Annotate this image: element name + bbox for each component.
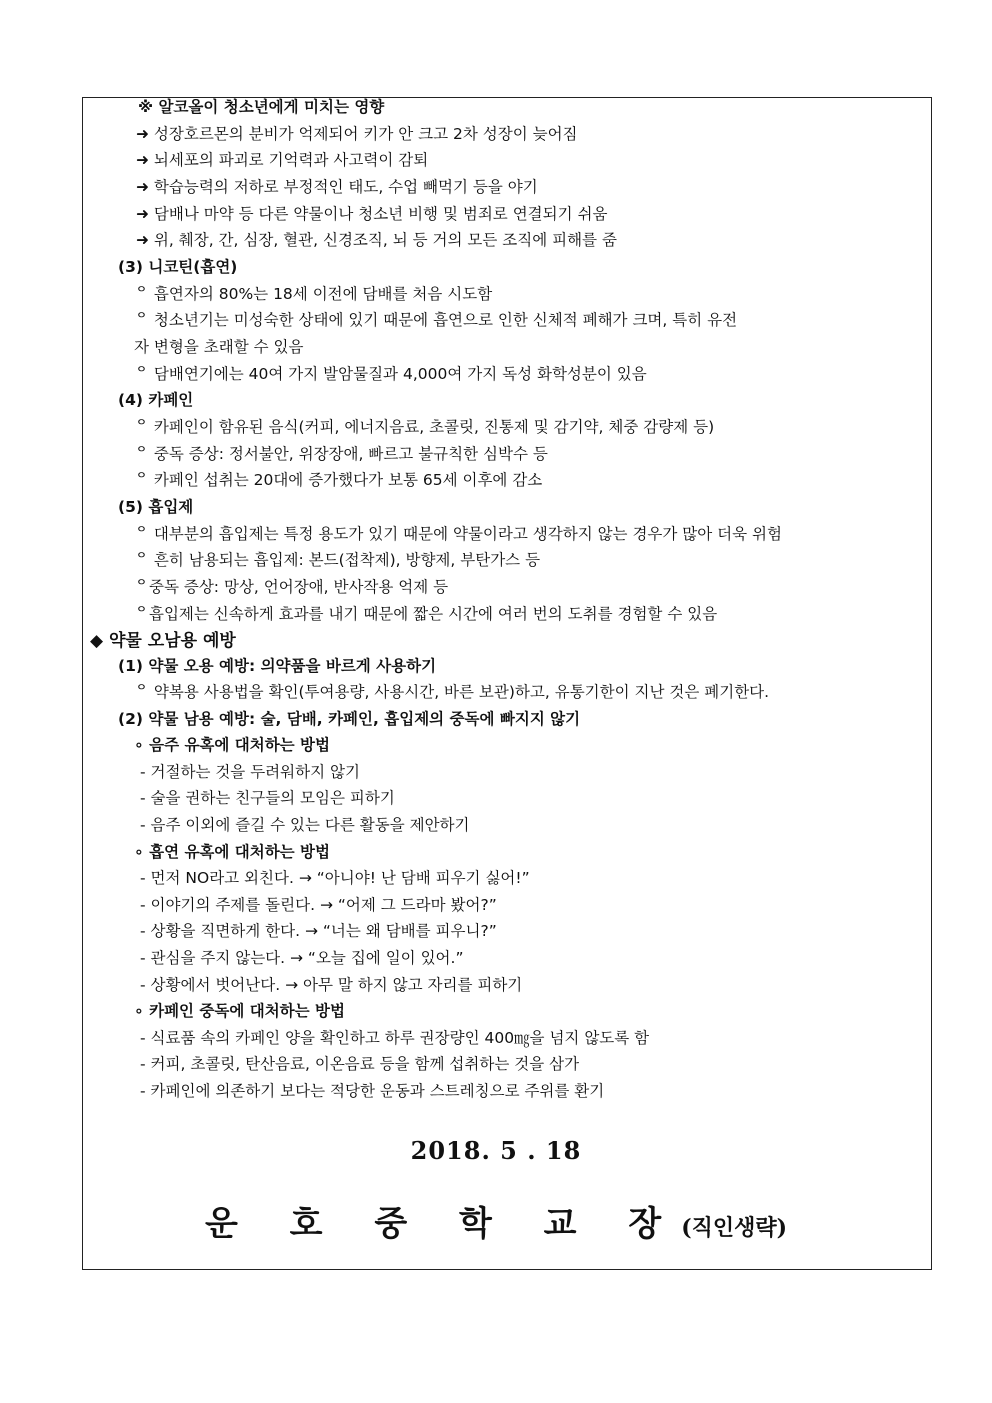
drinking-coping-item: - 거절하는 것을 두려워하지 않기 (140, 763, 360, 781)
signature-line (0, 1196, 992, 1245)
prevention-heading: ◆ 약물 오남용 예방 (90, 631, 236, 651)
smoking-coping-item: - 상황을 직면하게 한다. → “너는 왜 담배를 피우니?” (140, 922, 497, 940)
alcohol-item: ➜ 성장호르몬의 분비가 억제되어 키가 안 크고 2차 성장이 늦어짐 (136, 125, 578, 143)
alcohol-item: ➜ 위, 췌장, 간, 심장, 혈관, 신경조직, 뇌 등 거의 모든 조직에 피해를 줌 (136, 231, 617, 249)
inhalant-item: ᄋ 흔히 남용되는 흡입제: 본드(접착제), 방향제, 부탄가스 등 (134, 551, 541, 569)
smoking-coping-item: - 먼저 NO라고 외친다. → “아니야! 난 담배 피우기 싫어!” (140, 869, 530, 887)
document-date: 2018. 5 . 18 (410, 1136, 582, 1165)
inhalant-heading: (5) 흡입제 (118, 498, 194, 516)
nicotine-item-continued: 자 변형을 초래할 수 있음 (134, 338, 304, 356)
alcohol-heading: ※ 알코올이 청소년에게 미치는 영향 (138, 98, 385, 116)
smoking-coping-item: - 이야기의 주제를 돌린다. → “어제 그 드라마 봤어?” (140, 896, 497, 914)
caffeine-item: ᄋ 카페인 섭취는 20대에 증가했다가 보통 65세 이후에 감소 (134, 471, 543, 489)
caffeine-heading: (4) 카페인 (118, 391, 194, 409)
seal-omitted-note: (직인생략) (681, 1215, 788, 1241)
drinking-coping-item: - 술을 권하는 친구들의 모임은 피하기 (140, 789, 395, 807)
misuse-prevention-heading: (1) 약물 오용 예방: 의약품을 바르게 사용하기 (118, 657, 437, 675)
caffeine-item: ᄋ 카페인이 함유된 음식(커피, 에너지음료, 초콜릿, 진통제 및 감기약, 체중 감량제 등) (134, 418, 715, 436)
caffeine-coping-item: - 커피, 초콜릿, 탄산음료, 이온음료 등을 함께 섭취하는 것을 삼가 (140, 1055, 580, 1073)
alcohol-item: ➜ 뇌세포의 파괴로 기억력과 사고력이 감퇴 (136, 151, 429, 169)
caffeine-item: ᄋ 중독 증상: 정서불안, 위장장애, 빠르고 불규칙한 심박수 등 (134, 445, 548, 463)
inhalant-item: ᄋ중독 증상: 망상, 언어장애, 반사작용 억제 등 (134, 578, 449, 596)
smoking-coping-item: - 관심을 주지 않는다. → “오늘 집에 일이 있어.” (140, 949, 464, 967)
nicotine-item: ᄋ 청소년기는 미성숙한 상태에 있기 때문에 흡연으로 인한 신체적 폐해가 크며, 특히 유전 (134, 311, 738, 329)
nicotine-item: ᄋ 흡연자의 80%는 18세 이전에 담배를 처음 시도함 (134, 285, 493, 303)
caffeine-coping-item: - 식료품 속의 카페인 양을 확인하고 하루 권장량인 400㎎을 넘지 않도록 함 (140, 1029, 650, 1047)
misuse-prevention-item: ᄋ 약복용 사용법을 확인(투여용량, 사용시간, 바른 보관)하고, 유통기한이 지난 것은 폐기한다. (134, 683, 770, 701)
smoking-coping-item: - 상황에서 벗어난다. → 아무 말 하지 않고 자리를 피하기 (140, 976, 523, 994)
nicotine-heading: (3) 니코틴(흡연) (118, 258, 238, 276)
drinking-coping-heading: ∘ 음주 유혹에 대처하는 방법 (134, 736, 330, 754)
drinking-coping-item: - 음주 이외에 즐길 수 있는 다른 활동을 제안하기 (140, 816, 470, 834)
principal-signature: 운 호 중 학 교 장 (204, 1204, 682, 1244)
caffeine-coping-heading: ∘ 카페인 중독에 대처하는 방법 (134, 1002, 345, 1020)
smoking-coping-heading: ∘ 흡연 유혹에 대처하는 방법 (134, 843, 330, 861)
alcohol-item: ➜ 학습능력의 저하로 부정적인 태도, 수업 빼먹기 등을 야기 (136, 178, 538, 196)
caffeine-coping-item: - 카페인에 의존하기 보다는 적당한 운동과 스트레칭으로 주위를 환기 (140, 1082, 605, 1100)
abuse-prevention-heading: (2) 약물 남용 예방: 술, 담배, 카페인, 흡입제의 중독에 빠지지 않기 (118, 710, 581, 728)
inhalant-item: ᄋ흡입제는 신속하게 효과를 내기 때문에 짧은 시간에 여러 번의 도취를 경험할 수 있음 (134, 605, 718, 623)
nicotine-item: ᄋ 담배연기에는 40여 가지 발암물질과 4,000여 가지 독성 화학성분이 있음 (134, 365, 647, 383)
alcohol-item: ➜ 담배나 마약 등 다른 약물이나 청소년 비행 및 범죄로 연결되기 쉬움 (136, 205, 608, 223)
inhalant-item: ᄋ 대부분의 흡입제는 특정 용도가 있기 때문에 약물이라고 생각하지 않는 경우가 많아 더욱 위험 (134, 525, 783, 543)
